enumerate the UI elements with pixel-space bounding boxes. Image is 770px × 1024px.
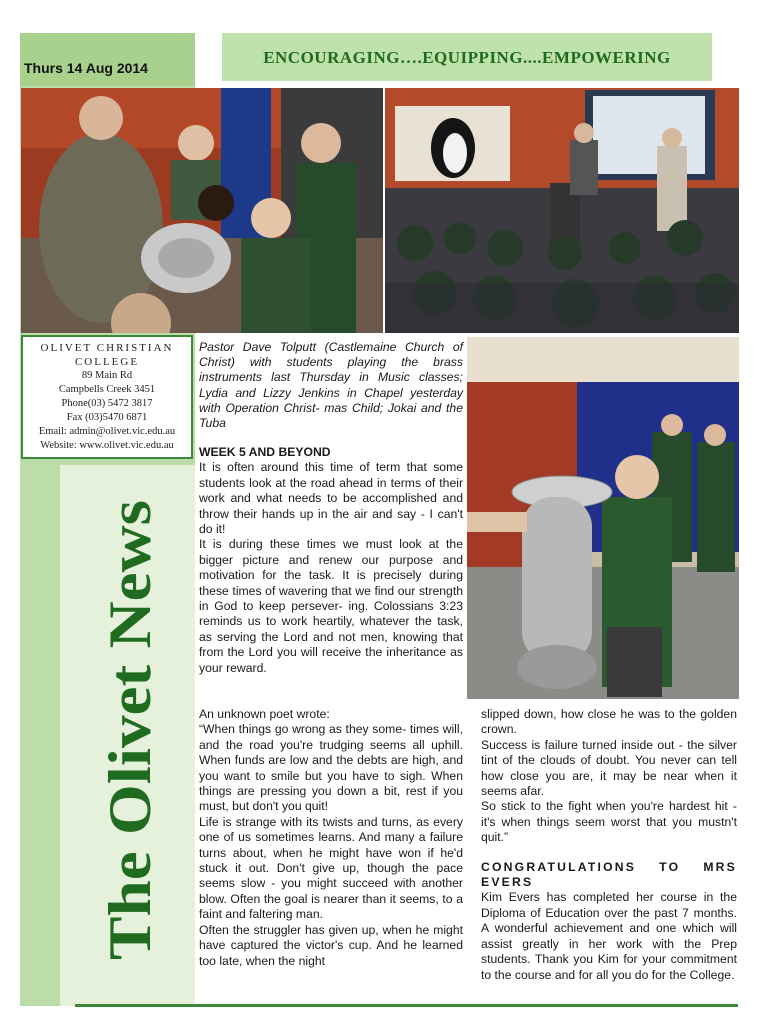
photo-brass-instruments bbox=[21, 88, 383, 333]
article-paragraph: It is during these times we must look at the bigger picture and renew our purpose and motivation for the task. It is precisely during these times of wavering that we find our strength in God to keep persever- ing. Colossians 3:23 reminds us to work heartily, whatever the task, as serving the Lord and not men, knowing that from the Lord you will receive the inheritance as your reward. bbox=[199, 537, 463, 675]
school-name-line2: COLLEGE bbox=[74, 356, 140, 368]
article-paragraph: It is often around this time of term that some students look at the road ahead in terms of their work and what needs to be accomplished and throw their hands up in the air and say - I can't do it! bbox=[199, 460, 463, 537]
tagline: ENCOURAGING….EQUIPPING....EMPOWERING bbox=[263, 48, 671, 67]
poem-column-2 bbox=[481, 707, 737, 983]
fax: Fax (03)5470 6871 bbox=[66, 412, 148, 423]
email-link[interactable]: Email: admin@olivet.vic.edu.au bbox=[38, 426, 176, 437]
poem-column-1 bbox=[199, 707, 463, 969]
address-line2: Campbells Creek 3451 bbox=[58, 384, 156, 395]
school-name: OLIVET CHRISTIAN bbox=[40, 342, 174, 354]
bottom-rule bbox=[75, 1004, 738, 1007]
address-line1: 89 Main Rd bbox=[81, 370, 133, 381]
article-week5 bbox=[199, 445, 463, 676]
masthead-title: The Olivet News bbox=[97, 536, 163, 960]
poem-paragraph: Success is failure turned inside out - the silver tint of the clouds of doubt. You never can tell how close you are, it may be near when it seems afar. bbox=[481, 737, 737, 799]
poem-paragraph: So stick to the fight when you're hardest hit - it's when things seem worst that you mustn't quit.” bbox=[481, 799, 737, 845]
poem-paragraph: Often the struggler has given up, when he might have captured the victor's cup. And he learned too late, when the night bbox=[199, 922, 463, 968]
photo-chapel bbox=[385, 88, 739, 333]
issue-date: Thurs 14 Aug 2014 bbox=[24, 60, 148, 76]
phone: Phone(03) 5472 3817 bbox=[61, 398, 153, 409]
photo-tuba bbox=[467, 337, 739, 699]
article-paragraph: Kim Evers has completed her course in the Diploma of Education over the past 7 months. A wonderful achievement and one which will assist greatly in her work with the Prep students. Thank you Kim for your commitment to the course and for all you do for the College. bbox=[481, 890, 737, 982]
website-link[interactable]: Website: www.olivet.vic.edu.au bbox=[40, 440, 174, 451]
poem-paragraph: Life is strange with its twists and turns, as every one of us sometimes learns. And many a failure turns about, when he might have won if he'd stuck it out. Don't give up, though the pace seems slow - you might succeed with another blow. Often the goal is nearer than it seems, to a faint and faltering man. bbox=[199, 814, 463, 922]
contact-box bbox=[21, 335, 193, 459]
poem-intro: An unknown poet wrote: bbox=[199, 707, 330, 721]
photo-caption: Pastor Dave Tolputt (Castlemaine Church of Christ) with students playing the brass instruments last Thursday in Music classes; Lydia and Lizzy Jenkins in Chapel yesterday with Operation Christ- mas Child; Jokai and the Tuba bbox=[199, 340, 463, 431]
poem-paragraph: “When things go wrong as they some- times will, and the road you're trudging seems all uphill. When funds are low and the debts are high, and you want to smile but you have to sigh. When things are pressing you down a bit, rest if you must, but don't you quit! bbox=[199, 722, 463, 814]
poem-paragraph: slipped down, how close he was to the golden crown. bbox=[481, 707, 737, 737]
masthead bbox=[32, 495, 172, 965]
article-heading-congratulations: CONGRATULATIONS TO MRS EVERS bbox=[481, 859, 737, 890]
article-heading: WEEK 5 AND BEYOND bbox=[199, 445, 331, 459]
